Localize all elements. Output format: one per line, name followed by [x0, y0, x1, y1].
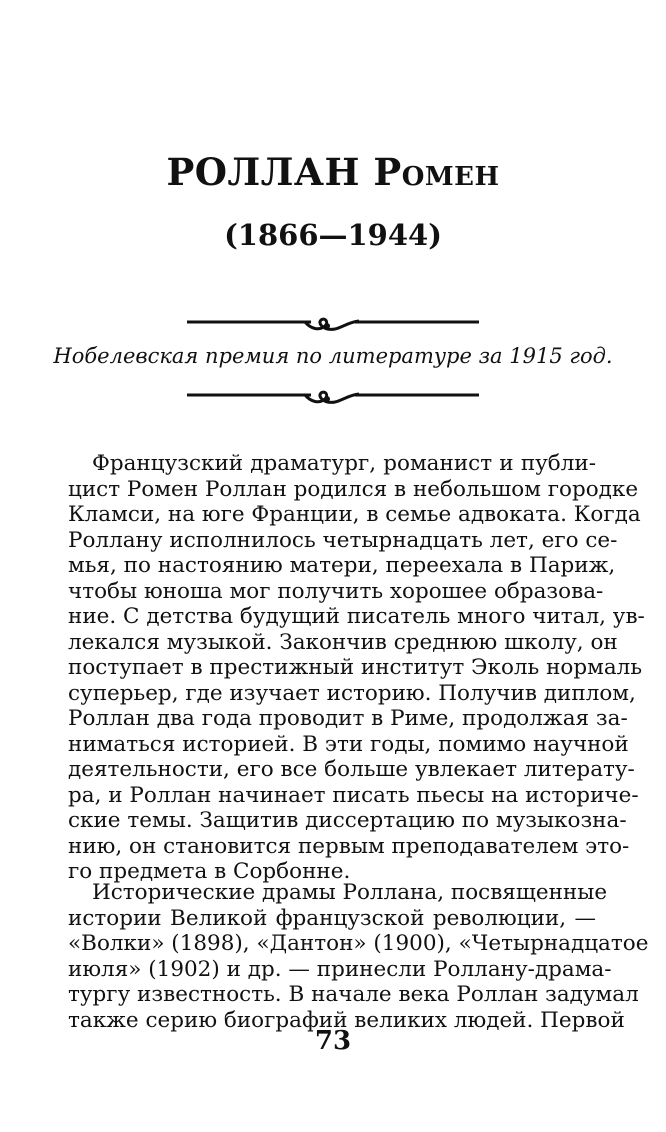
text-line: ские темы. Защитив диссертацию по музыкозна- [68, 808, 627, 833]
text-line: Исторические драмы Роллана, посвященные [92, 880, 608, 905]
life-dates: (1866—1944) [224, 218, 442, 252]
text-line: цист Ромен Роллан родился в небольшом городке [68, 476, 639, 502]
text-line: деятельности, его все больше увлекает литерату- [68, 757, 635, 782]
text-line: Французский драматург, романист и публи- [92, 451, 596, 476]
text-line: ра, и Роллан начинает писать пьесы на историче- [68, 782, 639, 808]
text-line: Роллану исполнилось четырнадцать лет, его се- [68, 527, 618, 553]
page-title [0, 150, 666, 194]
text-line: го предмета в Сорбонне. [68, 859, 351, 884]
text-line: Роллан два года проводит в Риме, продолжая за- [68, 706, 628, 731]
text-line: поступает в престижный институт Эколь нормаль [68, 655, 643, 680]
text-line: тургу известность. В начале века Роллан задумал [68, 982, 639, 1007]
text-line: нию, он становится первым преподавателем это- [68, 833, 630, 859]
text-line: чтобы юноша мог получить хорошее образова- [68, 578, 604, 604]
text-line: истории Великой французской революции, — [68, 905, 596, 931]
ornament-divider-bottom [187, 386, 479, 410]
author-surname: РОЛЛАН [166, 150, 361, 194]
text-line: суперьер, где изучает историю. Получив диплом, [68, 680, 636, 706]
ornament-divider-top [187, 313, 479, 337]
text-line: «Волки» (1898), «Дантон» (1900), «Четырнадцатое [68, 931, 649, 956]
author-first-name: Ромен [373, 150, 500, 194]
paragraph-1 [68, 451, 645, 885]
text-line: мья, по настоянию матери, переехала в Париж, [68, 553, 616, 578]
text-line: ниматься историей. В эти годы, помимо научной [68, 731, 629, 757]
page-number: 73 [314, 1026, 352, 1056]
text-line: ние. С детства будущий писатель много читал, ув- [68, 604, 645, 629]
text-line: лекался музыкой. Закончив среднюю школу, он [68, 629, 618, 655]
text-line: июля» (1902) и др. — принесли Роллану-драма- [68, 956, 612, 982]
text-line: также серию биографий великих людей. Первой [68, 1007, 625, 1033]
nobel-award-line: Нобелевская премия по литературе за 1915 год. [53, 344, 613, 368]
text-line: Кламси, на юге Франции, в семье адвоката. Когда [68, 502, 641, 527]
paragraph-2 [68, 880, 649, 1033]
